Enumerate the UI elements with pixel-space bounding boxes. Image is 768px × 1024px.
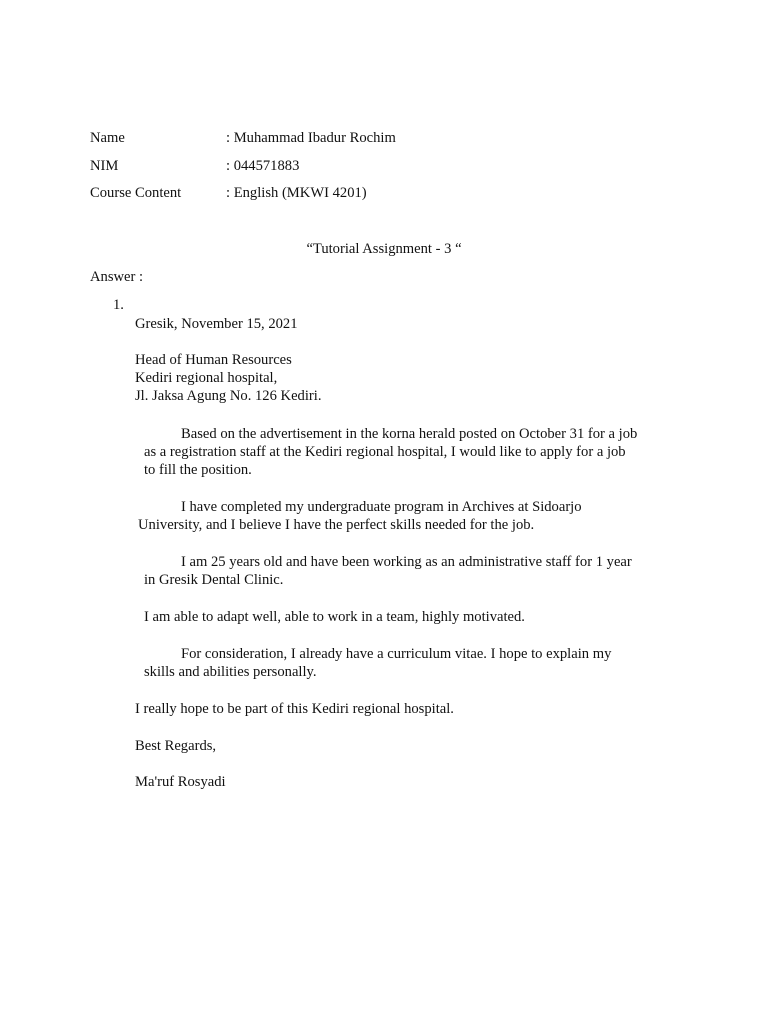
recipient-line: Head of Human Resources (135, 352, 292, 368)
paragraph-line: I have completed my undergraduate program in Archives at Sidoarjo (181, 499, 582, 515)
course-value: : English (MKWI 4201) (226, 185, 367, 201)
paragraph-line: Based on the advertisement in the korna herald posted on October 31 for a job (181, 426, 638, 442)
name-value: : Muhammad Ibadur Rochim (226, 130, 396, 146)
nim-value: : 044571883 (226, 158, 300, 174)
answer-label: Answer : (90, 269, 144, 285)
paragraph-line: to fill the position. (144, 462, 252, 478)
paragraph-line: skills and abilities personally. (144, 664, 317, 680)
paragraph-line: as a registration staff at the Kediri regional hospital, I would like to apply for a job (144, 444, 626, 460)
name-label: Name (90, 130, 125, 146)
paragraph-line: in Gresik Dental Clinic. (144, 572, 284, 588)
signature-name: Ma'ruf Rosyadi (135, 774, 226, 790)
recipient-line: Jl. Jaksa Agung No. 126 Kediri. (135, 388, 322, 404)
nim-label: NIM (90, 158, 119, 174)
paragraph-line: I am 25 years old and have been working as an administrative staff for 1 year (181, 554, 632, 570)
paragraph-line: University, and I believe I have the perfect skills needed for the job. (138, 517, 535, 533)
paragraph-line: I am able to adapt well, able to work in a team, highly motivated. (144, 609, 525, 625)
paragraph-line: For consideration, I already have a curriculum vitae. I hope to explain my (181, 646, 612, 662)
closing-salutation: Best Regards, (135, 738, 217, 754)
closing-hope: I really hope to be part of this Kediri regional hospital. (135, 701, 454, 717)
letter-date: Gresik, November 15, 2021 (135, 316, 298, 332)
document-title: “Tutorial Assignment - 3 “ (306, 241, 462, 257)
recipient-line: Kediri regional hospital, (135, 370, 278, 386)
course-label: Course Content (90, 185, 182, 201)
list-number: 1. (113, 297, 124, 313)
